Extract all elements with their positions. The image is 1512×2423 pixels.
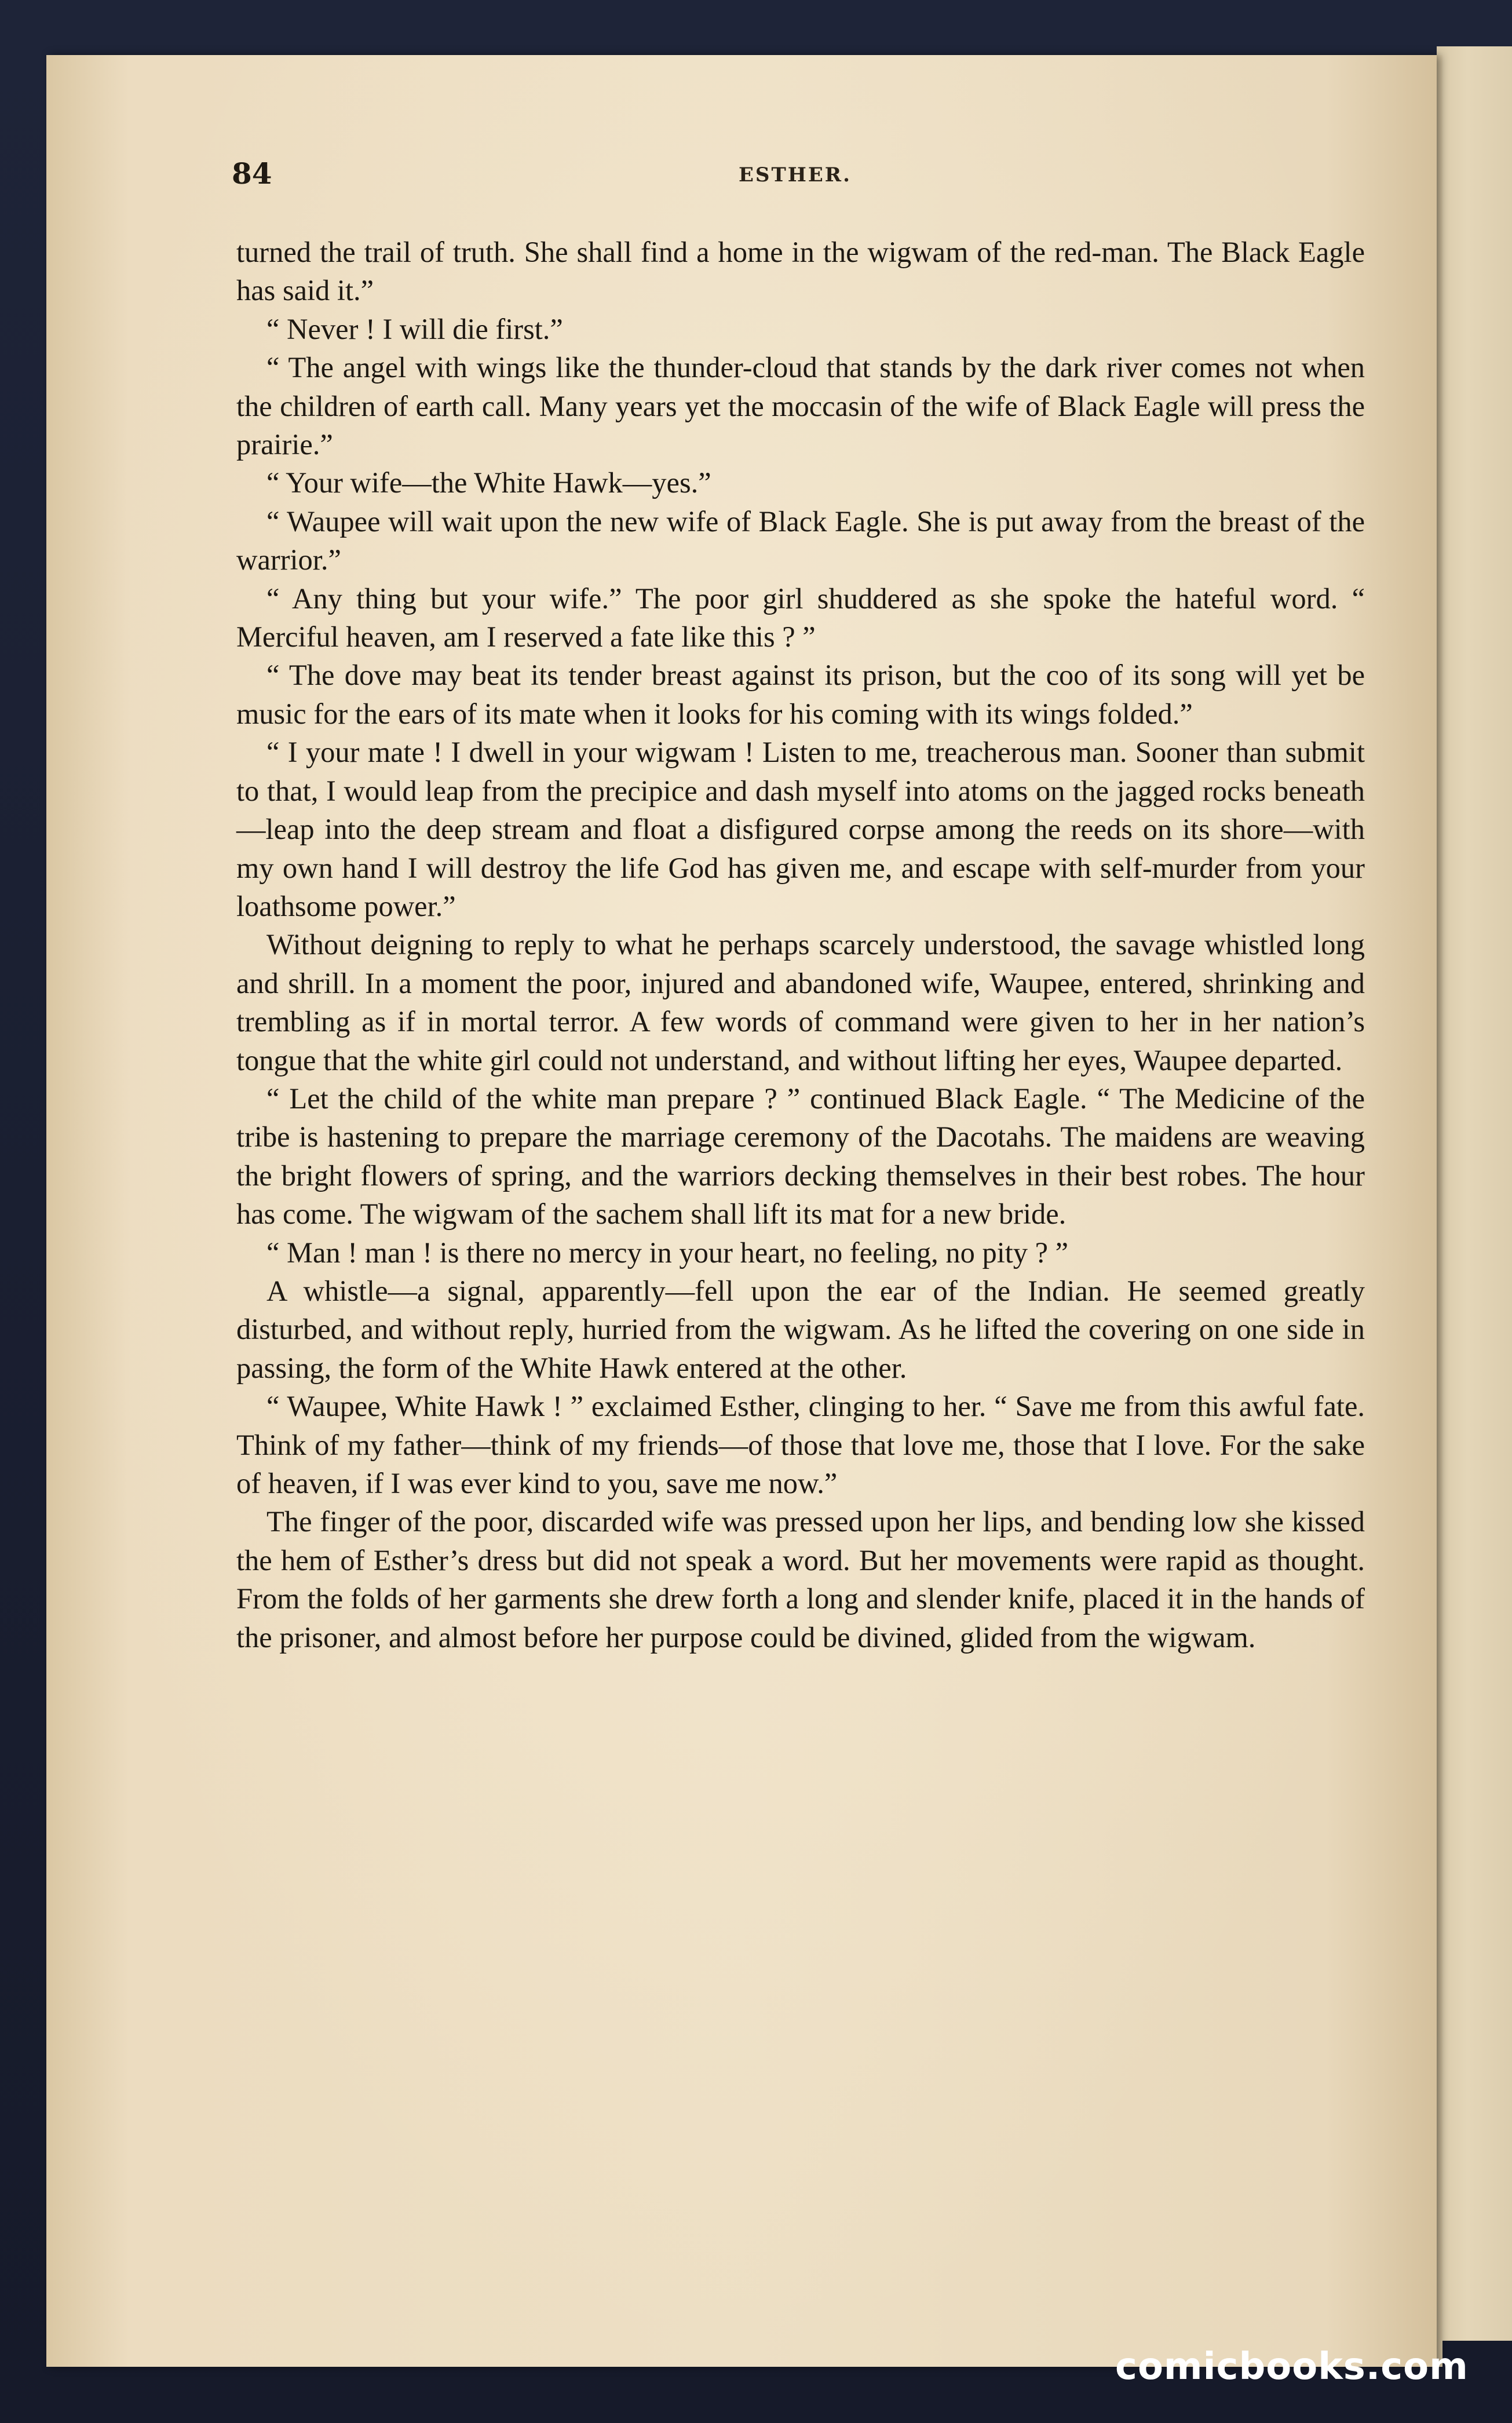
paragraph: “ Any thing but your wife.” The poor girl shuddered as she spoke the hateful word. “ Merciful heaven, am I reserved a fate like this ? ” xyxy=(236,582,1365,654)
paragraph: turned the trail of truth. She shall find a home in the wigwam of the red-man. The Black Eagle has said it.” xyxy=(236,236,1365,307)
paragraph: “ Let the child of the white man prepare ? ” continued Black Eagle. “ The Medicine of the tribe is hastening to prepare the marriage ceremony of the Dacotahs. The maidens are weaving the bright flowers of spring, and the warriors decking themselves in their best robes. The hour has come. The wigwam of the sachem shall lift its mat for a new bride. xyxy=(236,1082,1365,1231)
running-head: ESTHER. xyxy=(739,163,852,187)
paragraph: “ Waupee will wait upon the new wife of Black Eagle. She is put away from the breast of the warrior.” xyxy=(236,505,1365,576)
paragraph: The finger of the poor, discarded wife was pressed upon her lips, and bending low she kissed the hem of Esther’s dress but did not speak a word. But her movements were rapid as thought. From the folds of her garments she drew forth a long and slender knife, placed it in the hands of the prisoner, and almost before her purpose could be divined, glided from the wigwam. xyxy=(236,1505,1365,1654)
paragraph: “ Never ! I will die first.” xyxy=(266,312,563,345)
paragraph: “ Man ! man ! is there no mercy in your heart, no feeling, no pity ? ” xyxy=(266,1236,1069,1269)
paragraph: A whistle—a signal, apparently—fell upon the ear of the Indian. He seemed greatly disturbed, and without reply, hurried from the wigwam. As he lifted the covering on one side in passing, the form of the White Hawk entered at the other. xyxy=(236,1274,1365,1384)
paragraph: “ Your wife—the White Hawk—yes.” xyxy=(266,466,711,499)
paragraph: “ I your mate ! I dwell in your wigwam ! Listen to me, treacherous man. Sooner than submit to that, I would leap from the precipice and dash myself into atoms on the jagged rocks beneath—leap into the deep stream and float a disfigured corpse among the reeds on its shore—with my own hand I will destroy the life God has given me, and escape with self-murder from your loathsome power.” xyxy=(236,736,1365,922)
site-watermark: comicbooks.com xyxy=(1115,2345,1469,2388)
paragraph: “ Waupee, White Hawk ! ” exclaimed Esther, clinging to her. “ Save me from this awful fate. Think of my father—think of my friends—of those that love me, those that I love. For the sake of heaven, if I was ever kind to you, save me now.” xyxy=(236,1390,1365,1499)
adjacent-page-edge xyxy=(1437,46,1512,2341)
paragraph: “ The angel with wings like the thunder-cloud that stands by the dark river comes not when the children of earth call. Many years yet the moccasin of the wife of Black Eagle will press the prairie.” xyxy=(236,351,1365,461)
page-number: 84 xyxy=(232,156,272,191)
paragraph: Without deigning to reply to what he perhaps scarcely understood, the savage whistled long and shrill. In a moment the poor, injured and abandoned wife, Waupee, entered, shrinking and trembling as if in mortal terror. A few words of command were given to her in her nation’s tongue that the white girl could not understand, and without lifting her eyes, Waupee departed. xyxy=(236,928,1365,1077)
paragraph: “ The dove may beat its tender breast against its prison, but the coo of its song will yet be music for the ears of its mate when it looks for his coming with its wings folded.” xyxy=(236,659,1365,730)
page-body-text xyxy=(236,233,1365,1656)
page-header xyxy=(232,156,1361,191)
